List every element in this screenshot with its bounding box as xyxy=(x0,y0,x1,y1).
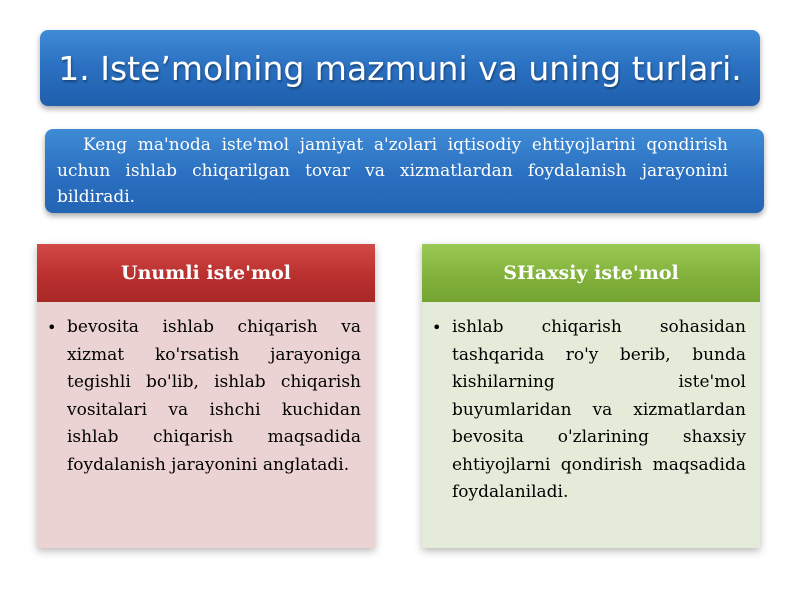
bullet-icon: • xyxy=(47,318,57,337)
shaxsiy-istemol-card xyxy=(422,244,760,548)
shaxsiy-istemol-header xyxy=(422,244,760,302)
definition-text: Keng ma'noda iste'mol jamiyat a'zolari iqtisodiy ehtiyojlarini qondirish uchun ishlab chiqarilgan tovar va xizmatlardan foydalanish jarayonini bildiradi. xyxy=(57,135,728,207)
slide-title: 1. Iste’molning mazmuni va uning turlari. xyxy=(58,48,742,88)
unumli-istemol-header xyxy=(37,244,375,302)
shaxsiy-istemol-text: ishlab chiqarish sohasidan tashqarida ro'y berib, bunda kishilarning iste'mol buyumlaridan va xizmatlardan bevosita o'zlarining shaxsiy ehtiyojlarni qondirish maqsadida foydalaniladi. xyxy=(452,317,746,502)
bullet-icon: • xyxy=(432,318,442,337)
unumli-istemol-text: bevosita ishlab chiqarish va xizmat ko'rsatish jarayoniga tegishli bo'lib, ishlab chiqarish vositalari va ishchi kuchidan ishlab chiqarish maqsadida foydalanish jarayonini anglatadi. xyxy=(67,317,361,475)
unumli-istemol-header-text: Unumli iste'mol xyxy=(121,262,291,284)
unumli-istemol-card xyxy=(37,244,375,548)
shaxsiy-istemol-body xyxy=(422,302,760,548)
shaxsiy-istemol-header-text: SHaxsiy iste'mol xyxy=(503,262,679,284)
definition-box xyxy=(45,129,764,213)
title-banner xyxy=(40,30,760,106)
unumli-istemol-body xyxy=(37,302,375,548)
